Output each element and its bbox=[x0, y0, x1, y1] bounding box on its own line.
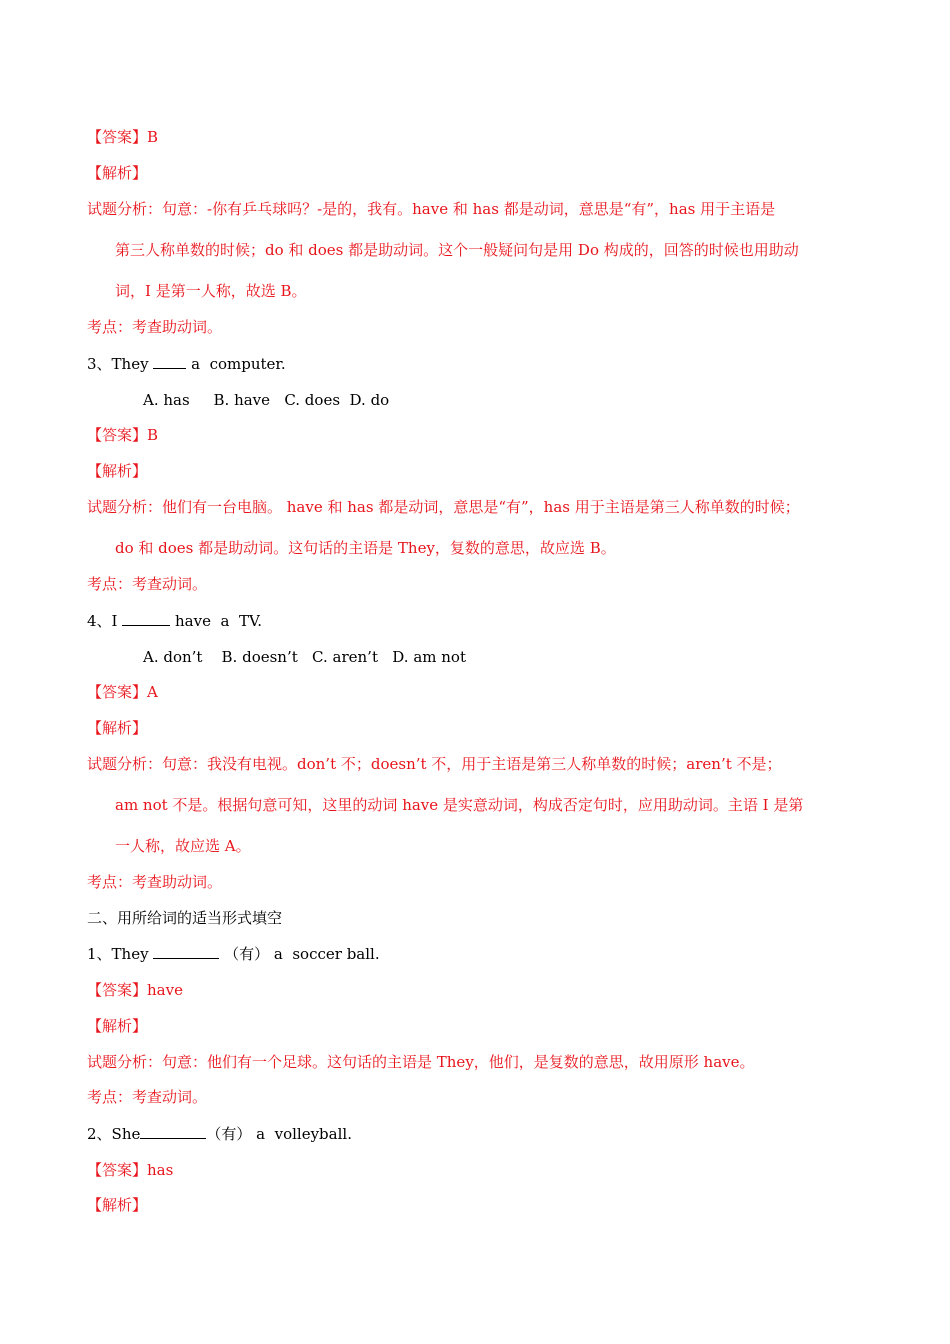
q3-stem bbox=[87, 354, 286, 374]
f1-answer: 【答案】have bbox=[87, 981, 183, 999]
f2-analysis-label: 【解析】 bbox=[87, 1196, 148, 1214]
q4-answer: 【答案】A bbox=[87, 683, 158, 701]
q4-stem-end: have a TV. bbox=[170, 612, 262, 630]
q2-analysis-line-1: 试题分析：句意：-你有乒乓球吗？-是的，我有。have 和 has 都是动词，意思是“有”，has 用于主语是 bbox=[87, 200, 776, 218]
f1-stem bbox=[87, 944, 380, 964]
f1-stem-end: （有） a soccer ball. bbox=[219, 945, 380, 963]
q4-point: 考点：考查助动词。 bbox=[87, 873, 223, 891]
q3-stem-start: 3、They bbox=[87, 355, 154, 373]
f2-stem-end: （有） a volleyball. bbox=[206, 1125, 352, 1143]
q2-analysis-line-2: 第三人称单数的时候；do 和 does 都是助动词。这个一般疑问句是用 Do 构成的，回答的时候也用助动 bbox=[115, 241, 799, 259]
q4-stem bbox=[87, 611, 262, 631]
q2-answer: 【答案】B bbox=[87, 128, 159, 146]
q4-analysis-line-2: am not 不是。根据句意可知，这里的动词 have 是实意动词，构成否定句时，应用助动词。主语 I 是第 bbox=[115, 796, 804, 814]
f1-analysis-line-1: 试题分析：句意：他们有一个足球。这句话的主语是 They，他们，是复数的意思，故用原形 have。 bbox=[87, 1053, 755, 1071]
q2-analysis-label: 【解析】 bbox=[87, 164, 148, 182]
q4-stem-start: 4、I bbox=[87, 612, 123, 630]
q3-analysis-label: 【解析】 bbox=[87, 462, 148, 480]
q4-options: A. don’t B. doesn’t C. aren’t D. am not bbox=[143, 648, 466, 666]
q2-analysis-line-3: 词，I 是第一人称，故选 B。 bbox=[115, 282, 307, 300]
f2-stem bbox=[87, 1124, 352, 1144]
f1-point: 考点：考查动词。 bbox=[87, 1088, 208, 1106]
f2-blank bbox=[140, 1124, 206, 1139]
q2-point: 考点：考查助动词。 bbox=[87, 318, 223, 336]
q4-analysis-label: 【解析】 bbox=[87, 719, 148, 737]
f1-blank bbox=[153, 944, 219, 959]
f1-analysis-label: 【解析】 bbox=[87, 1017, 148, 1035]
f1-stem-start: 1、They bbox=[87, 945, 154, 963]
q4-blank bbox=[122, 611, 170, 626]
q4-analysis-line-3: 一人称，故应选 A。 bbox=[115, 837, 251, 855]
q3-point: 考点：考查动词。 bbox=[87, 575, 208, 593]
q3-analysis-line-1: 试题分析：他们有一台电脑。 have 和 has 都是动词，意思是“有”，has 用于主语是第三人称单数的时候； bbox=[87, 498, 800, 516]
q3-answer: 【答案】B bbox=[87, 426, 159, 444]
section2-title: 二、用所给词的适当形式填空 bbox=[87, 909, 283, 927]
q3-options: A. has B. have C. does D. do bbox=[143, 391, 390, 409]
f2-answer: 【答案】has bbox=[87, 1161, 174, 1179]
q4-analysis-line-1: 试题分析：句意：我没有电视。don’t 不；doesn’t 不，用于主语是第三人称单数的时候；aren’t 不是； bbox=[87, 755, 782, 773]
q3-blank bbox=[153, 354, 186, 369]
q3-analysis-line-2: do 和 does 都是助动词。这句话的主语是 They，复数的意思，故应选 B。 bbox=[115, 539, 616, 557]
f2-stem-start: 2、She bbox=[87, 1125, 141, 1143]
q3-stem-end: a computer. bbox=[186, 355, 286, 373]
